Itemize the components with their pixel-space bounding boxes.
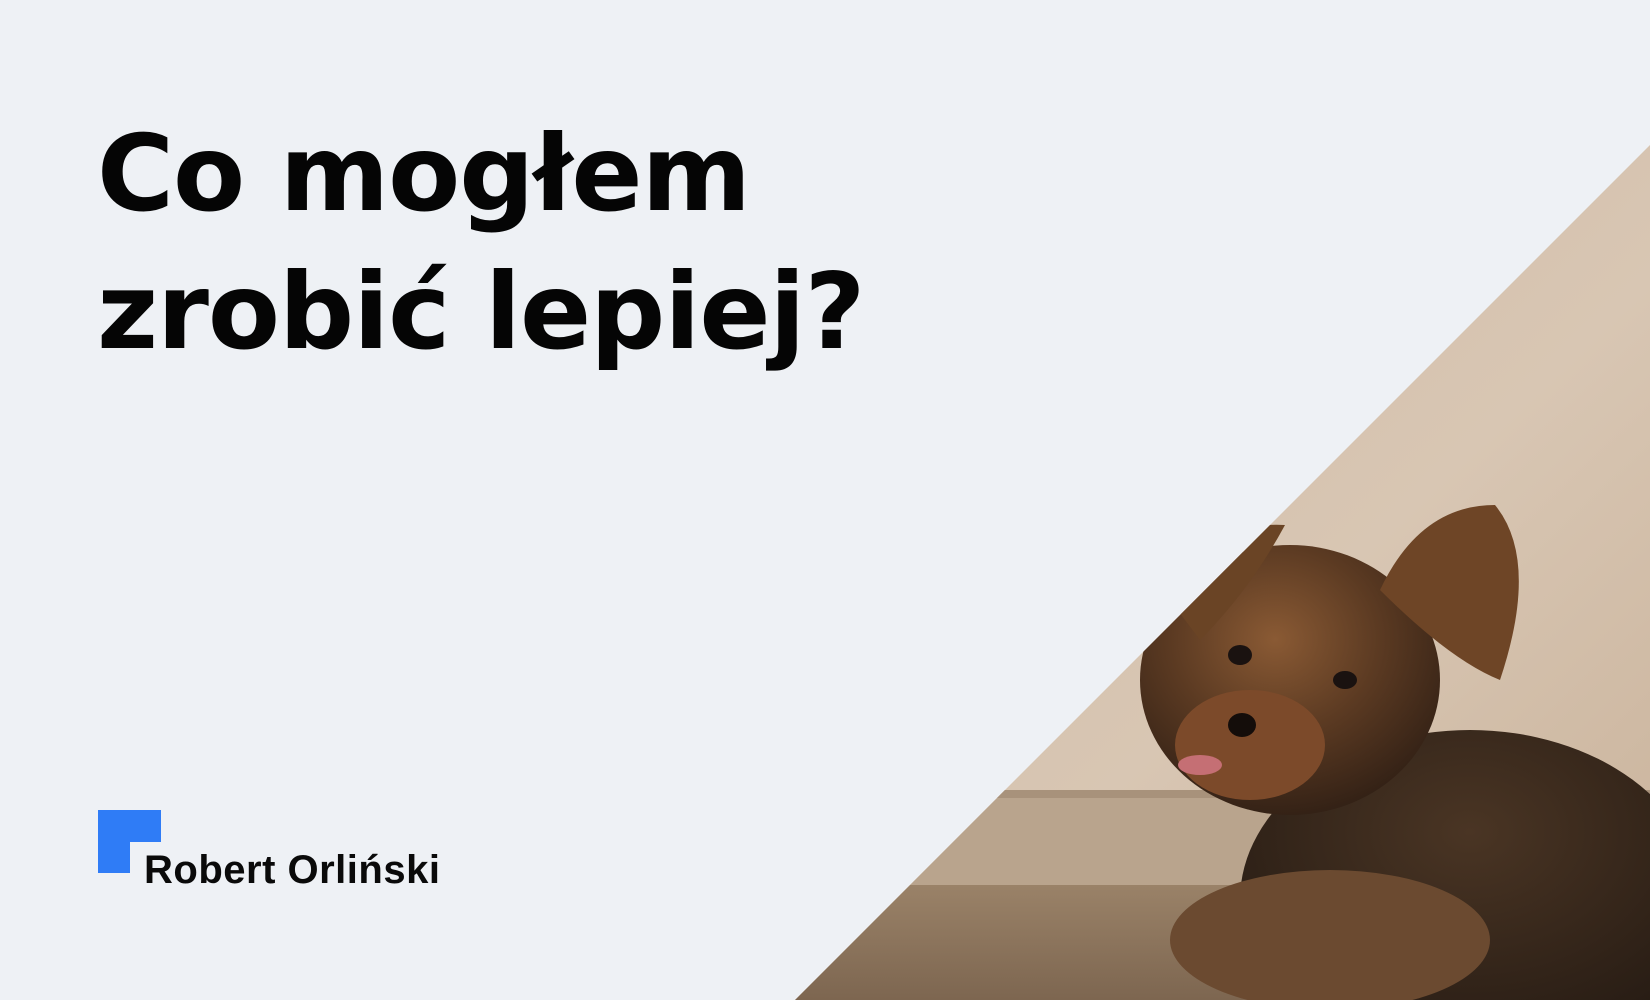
title-line-1: Co mogłem: [97, 113, 751, 235]
author-name: Robert Orliński: [144, 848, 441, 892]
title-line-2: zrobić lepiej?: [97, 251, 865, 373]
page-title: [97, 105, 997, 381]
